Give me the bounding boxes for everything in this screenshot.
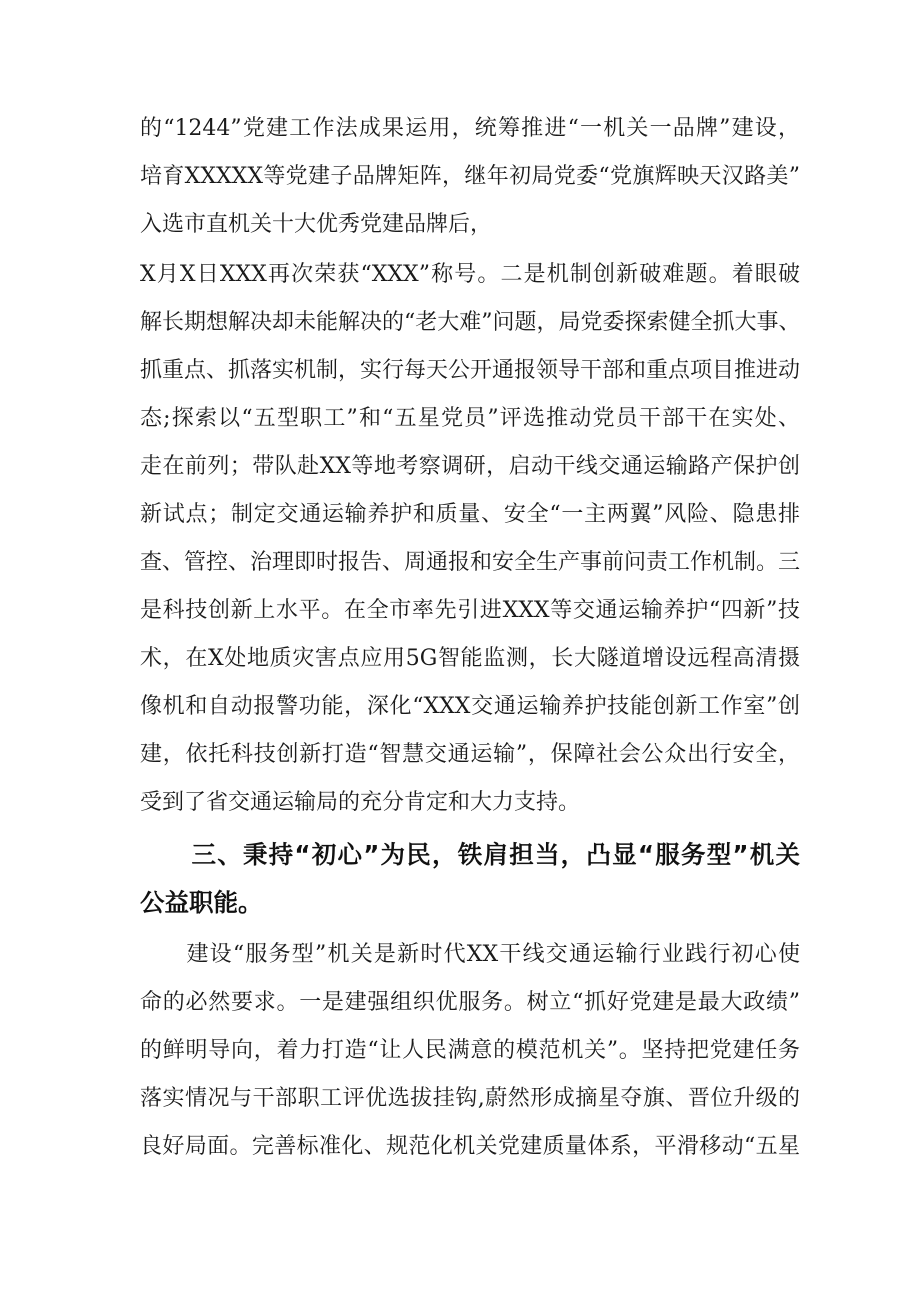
- text-line: 良好局面。完善标准化、规范化机关党建质量体系，平滑移动“五星: [140, 1134, 800, 1159]
- heading-line: 公益职能。: [140, 888, 263, 917]
- text-line: 落实情况与干部职工评优选拔挂钩,蔚然形成摘星夺旗、晋位升级的: [140, 1086, 800, 1111]
- section-heading: [140, 831, 800, 927]
- text-line: 是科技创新上水平。在全市率先引进XXX等交通运输养护“四新”技: [140, 598, 800, 623]
- paragraph-mechanism-innovation: [140, 251, 800, 827]
- text-line: 新试点；制定交通运输养护和质量、安全“一主两翼”风险、隐患排: [140, 502, 800, 527]
- text-line: 建，依托科技创新打造“智慧交通运输”，保障社会公众出行安全，: [140, 742, 800, 767]
- text-line: 抓重点、抓落实机制，实行每天公开通报领导干部和重点项目推进动: [140, 358, 801, 383]
- heading-line: 三、秉持“初心”为民，铁肩担当，凸显“服务型”机关: [140, 840, 800, 869]
- text-line: 的“1244”党建工作法成果运用，统筹推进“一机关一品牌”建设，: [140, 116, 800, 141]
- paragraph-party-brand: [140, 105, 800, 249]
- text-line: 查、管控、治理即时报告、周通报和安全生产事前问责工作机制。三: [140, 550, 801, 575]
- text-line: 受到了省交通运输局的充分肯定和大力支持。: [140, 790, 581, 815]
- text-line: 像机和自动报警功能，深化“XXX交通运输养护技能创新工作室”创: [140, 694, 800, 719]
- text-line: 走在前列；带队赴XX等地考察调研，启动干线交通运输路产保护创: [140, 454, 800, 479]
- text-line: 入选市直机关十大优秀党建品牌后，: [140, 212, 493, 237]
- text-line: 态;探索以“五型职工”和“五星党员”评选推动党员干部干在实处、: [140, 406, 800, 431]
- text-line: X月X日XXX再次荣获“XXX”称号。二是机制创新破难题。着眼破: [140, 262, 800, 287]
- text-line: 术，在X处地质灾害点应用5G智能监测，长大隧道增设远程高清摄: [140, 646, 800, 671]
- paragraph-service-organ: [140, 931, 800, 1171]
- text-line: 的鲜明导向，着力打造“让人民满意的模范机关”。坚持把党建任务: [140, 1038, 800, 1063]
- text-line: 培育XXXXX等党建子品牌矩阵，继年初局党委“党旗辉映天汉路美”: [140, 164, 800, 189]
- text-line: 建设“服务型”机关是新时代XX干线交通运输行业践行初心使: [140, 942, 800, 967]
- text-line: 解长期想解决却未能解决的“老大难”问题，局党委探索健全抓大事、: [140, 310, 801, 335]
- text-line: 命的必然要求。一是建强组织优服务。树立“抓好党建是最大政绩”: [140, 990, 800, 1015]
